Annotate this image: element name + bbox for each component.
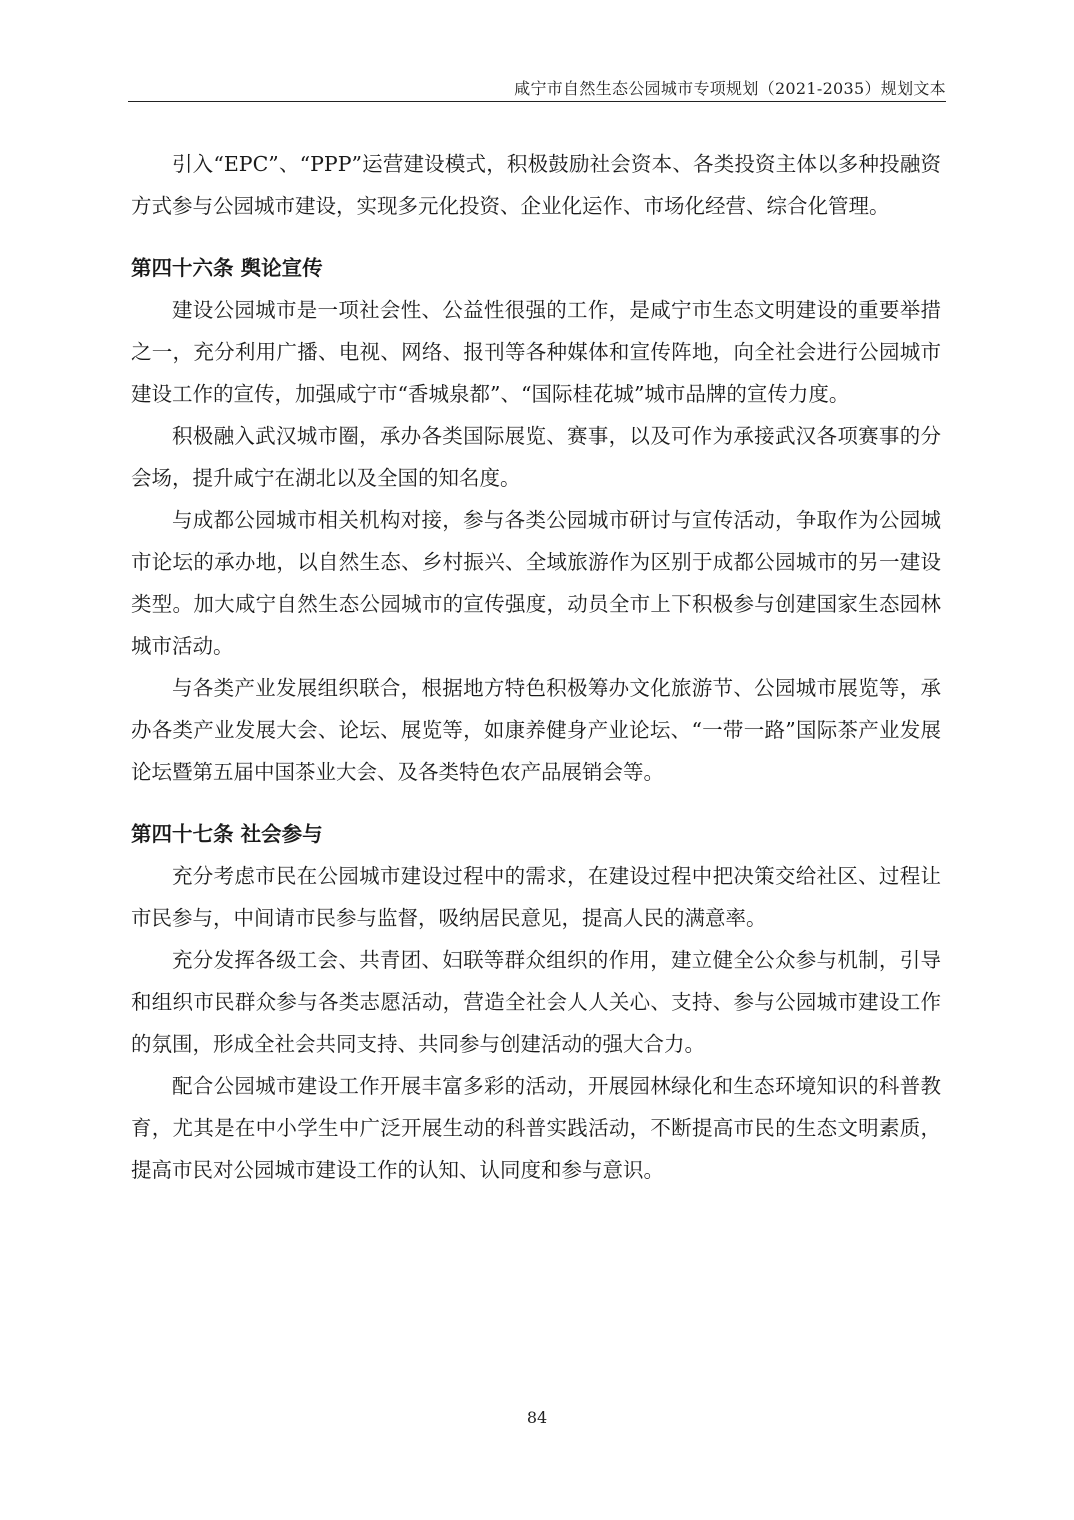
section-heading: 第四十七条 社会参与 (131, 822, 323, 846)
section-heading: 第四十六条 舆论宣传 (131, 256, 323, 280)
page-header (128, 72, 946, 102)
page-number: 84 (526, 1408, 548, 1427)
header-title: 咸宁市自然生态公园城市专项规划（2021-2035）规划文本 (514, 79, 946, 98)
document-body (131, 143, 941, 1191)
section-paragraph: 充分发挥各级工会、共青团、妇联等群众组织的作用，建立健全公众参与机制，引导和组织市民群众参与各类志愿活动，营造全社会人人关心、支持、参与公园城市建设工作的氛围，形成全社会共同支持、共同参与创建活动的强大合力。 (131, 948, 941, 1056)
section-paragraph: 与成都公园城市相关机构对接，参与各类公园城市研讨与宣传活动，争取作为公园城市论坛的承办地，以自然生态、乡村振兴、全域旅游作为区别于成都公园城市的另一建设类型。加大咸宁自然生态公园城市的宣传强度，动员全市上下积极参与创建国家生态园林城市活动。 (131, 508, 941, 658)
section-46 (131, 247, 941, 793)
section-paragraph: 充分考虑市民在公园城市建设过程中的需求，在建设过程中把决策交给社区、过程让市民参与，中间请市民参与监督，吸纳居民意见，提高人民的满意率。 (131, 864, 941, 930)
section-paragraph: 与各类产业发展组织联合，根据地方特色积极筹办文化旅游节、公园城市展览等，承办各类产业发展大会、论坛、展览等，如康养健身产业论坛、“一带一路”国际茶产业发展论坛暨第五届中国茶业大会、及各类特色农产品展销会等。 (131, 676, 941, 784)
section-paragraph: 积极融入武汉城市圈，承办各类国际展览、赛事，以及可作为承接武汉各项赛事的分会场，提升咸宁在湖北以及全国的知名度。 (131, 424, 941, 490)
intro-paragraph: 引入“EPC”、“PPP”运营建设模式，积极鼓励社会资本、各类投资主体以多种投融资方式参与公园城市建设，实现多元化投资、企业化运作、市场化经营、综合化管理。 (131, 152, 941, 218)
section-paragraph: 建设公园城市是一项社会性、公益性很强的工作，是咸宁市生态文明建设的重要举措之一，充分利用广播、电视、网络、报刊等各种媒体和宣传阵地，向全社会进行公园城市建设工作的宣传，加强咸宁市“香城泉都”、“国际桂花城”城市品牌的宣传力度。 (131, 298, 941, 406)
section-paragraph: 配合公园城市建设工作开展丰富多彩的活动，开展园林绿化和生态环境知识的科普教育，尤其是在中小学生中广泛开展生动的科普实践活动，不断提高市民的生态文明素质，提高市民对公园城市建设工作的认知、认同度和参与意识。 (131, 1074, 941, 1182)
section-47 (131, 813, 941, 1191)
